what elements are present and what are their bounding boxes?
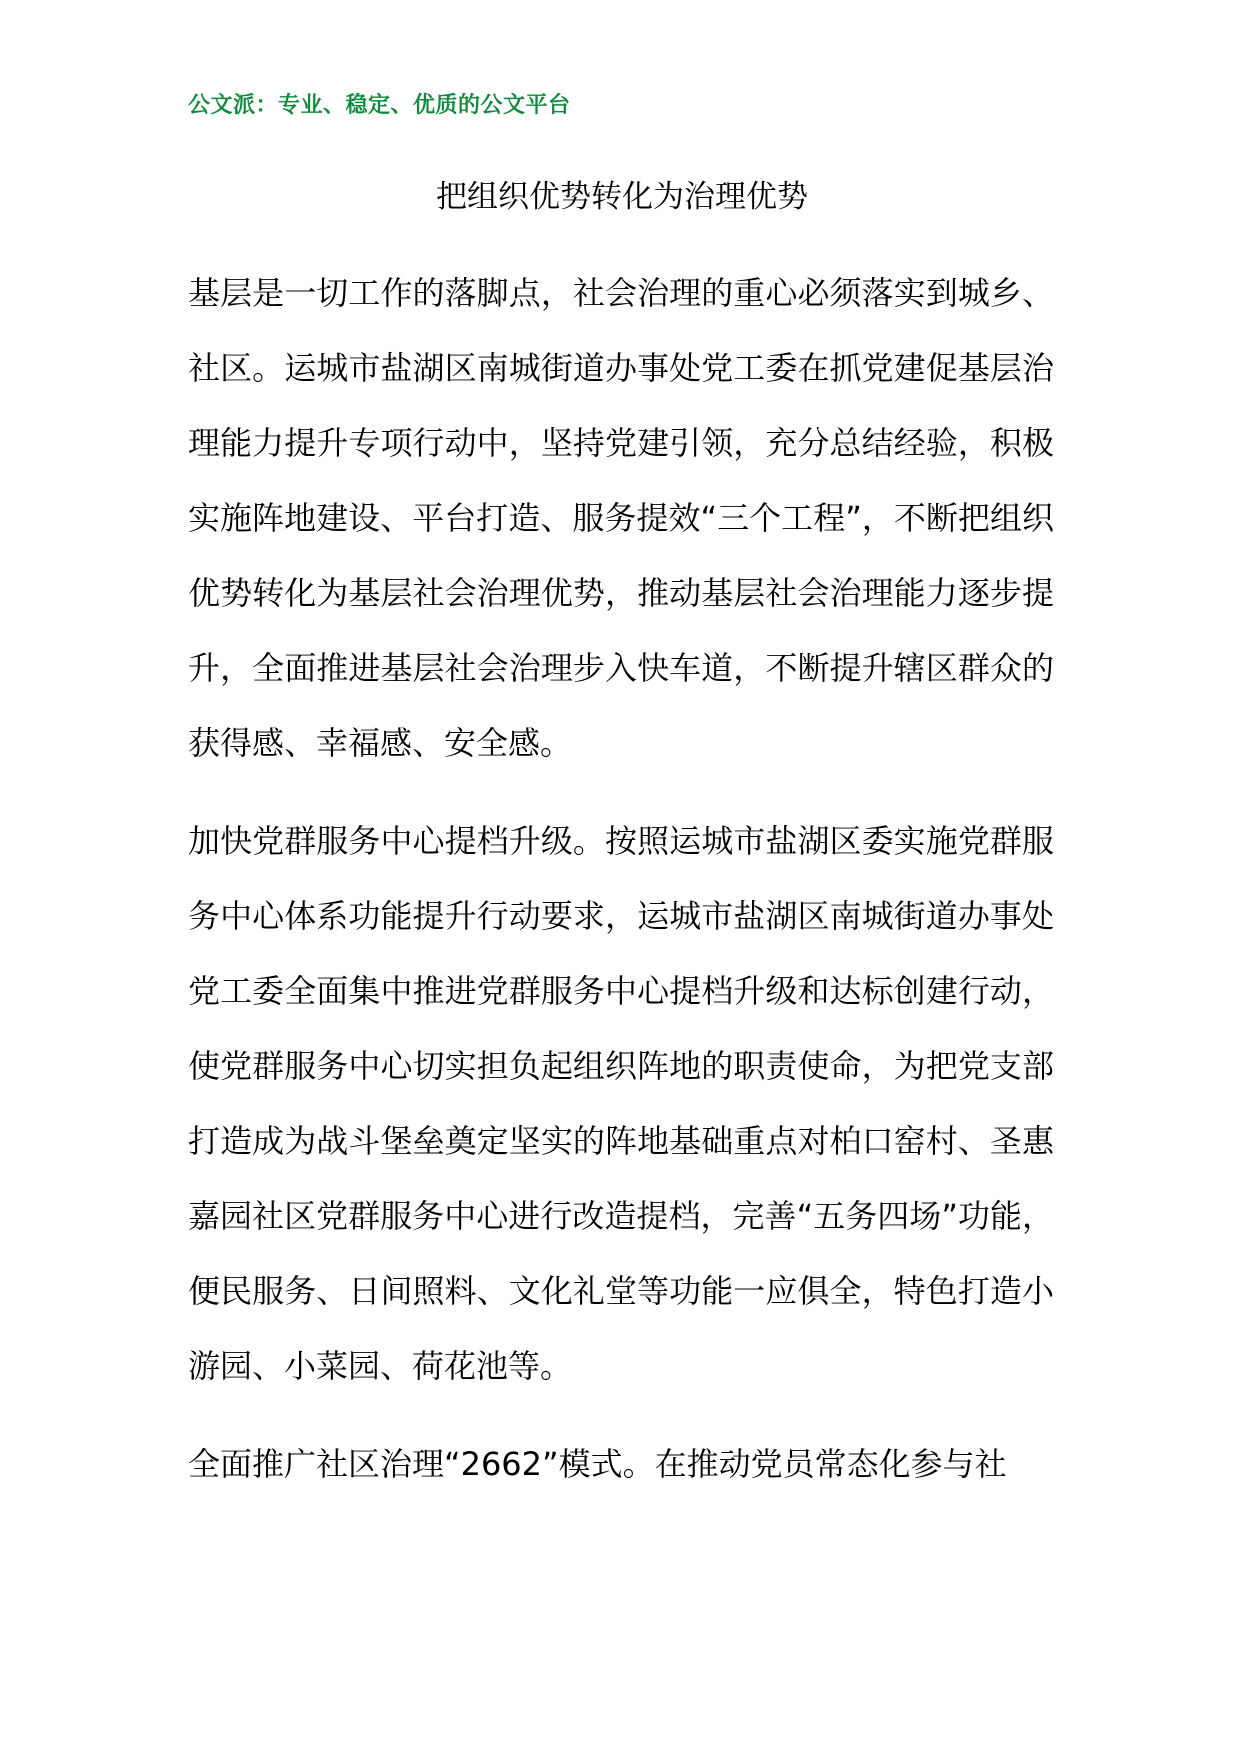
paragraph-service-center: 加快党群服务中心提档升级。按照运城市盐湖区委实施党群服务中心体系功能提升行动要求，运城市盐湖区南城街道办事处党工委全面集中推进党群服务中心提档升级和达标创建行动，使党群服务中心切实担负起组织阵地的职责使命，为把党支部打造成为战斗堡垒奠定坚实的阵地基础重点对柏口窑村、圣惠嘉园社区党群服务中心进行改造提档，完善“五务四场”功能，便民服务、日间照料、文化礼堂等功能一应俱全，特色打造小游园、小菜园、荷花池等。 — [188, 822, 1054, 1385]
header-tagline: 公文派：专业、稳定、优质的公文平台 — [188, 93, 571, 118]
paragraph-intro: 基层是一切工作的落脚点，社会治理的重心必须落实到城乡、社区。运城市盐湖区南城街道办事处党工委在抓党建促基层治理能力提升专项行动中，坚持党建引领，充分总结经验，积极实施阵地建设、平台打造、服务提效“三个工程”，不断把组织优势转化为基层社会治理优势，推动基层社会治理能力逐步提升，全面推进基层社会治理步入快车道，不断提升辖区群众的获得感、幸福感、安全感。 — [188, 274, 1054, 762]
document-body — [188, 256, 1054, 1525]
paragraph-governance-model: 全面推广社区治理“2662”模式。在推动党员常态化参与社 — [188, 1445, 1007, 1483]
document-title: 把组织优势转化为治理优势 — [436, 179, 808, 215]
